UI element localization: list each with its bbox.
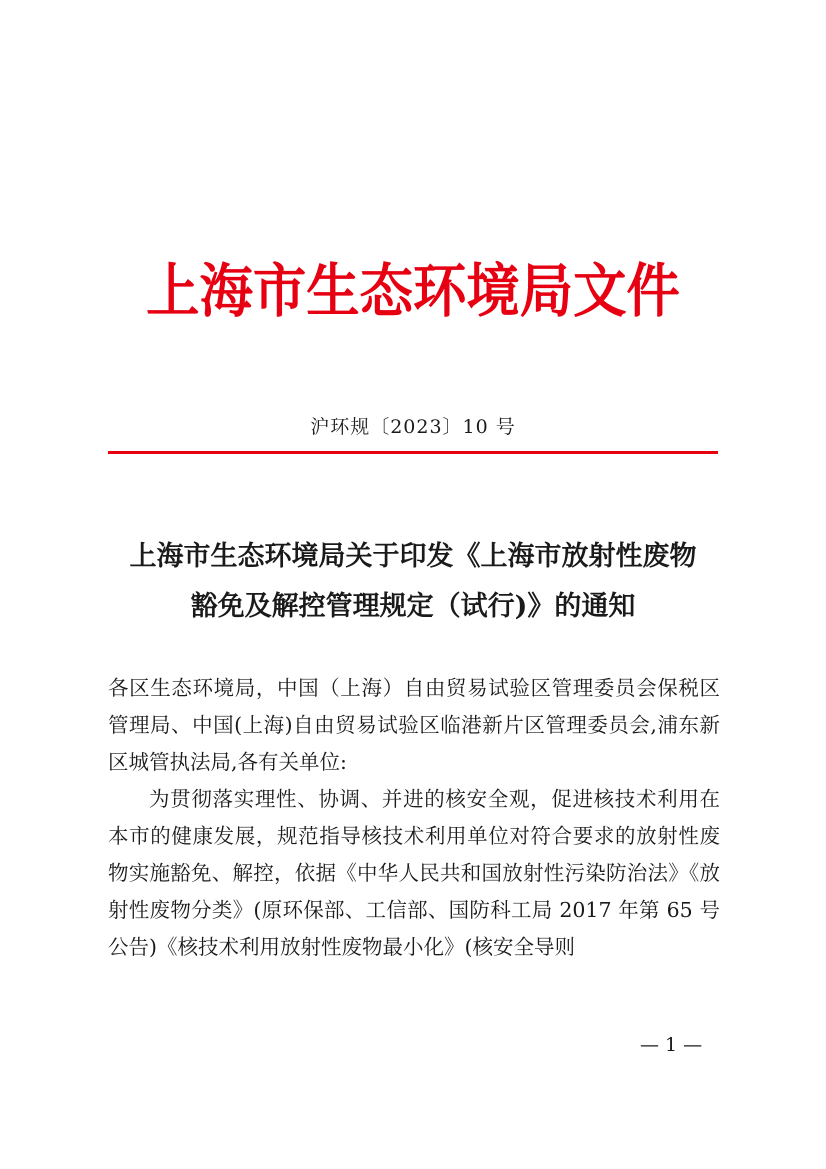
page-number: — 1 — bbox=[640, 1034, 703, 1056]
notice-title-line-2: 豁免及解控管理规定（试行)》的通知 bbox=[190, 591, 636, 622]
body-paragraph-1: 为贯彻落实理性、协调、并进的核安全观，促进核技术利用在本市的健康发展，规范指导核技术利用单位对符合要求的放射性废物实施豁免、解控，依据《中华人民共和国放射性污染防治法》《放射性废物分类》(原环保部、工信部、国防科工局 2017 年第 65 号公告)《核技术利用放射性废物最小化》(核安全导则 bbox=[108, 787, 720, 959]
notice-title bbox=[100, 532, 726, 632]
notice-title-line-1: 上海市生态环境局关于印发《上海市放射性废物 bbox=[129, 541, 697, 572]
issuer-masthead: 上海市生态环境局文件 bbox=[146, 257, 680, 325]
addressees-paragraph: 各区生态环境局，中国（上海）自由贸易试验区管理委员会保税区管理局、中国(上海)自由贸易试验区临港新片区管理委员会,浦东新区城管执法局,各有关单位: bbox=[108, 676, 720, 774]
notice-body bbox=[108, 670, 720, 966]
document-number: 沪环规〔2023〕10 号 bbox=[310, 416, 516, 438]
red-divider-line bbox=[108, 451, 718, 454]
